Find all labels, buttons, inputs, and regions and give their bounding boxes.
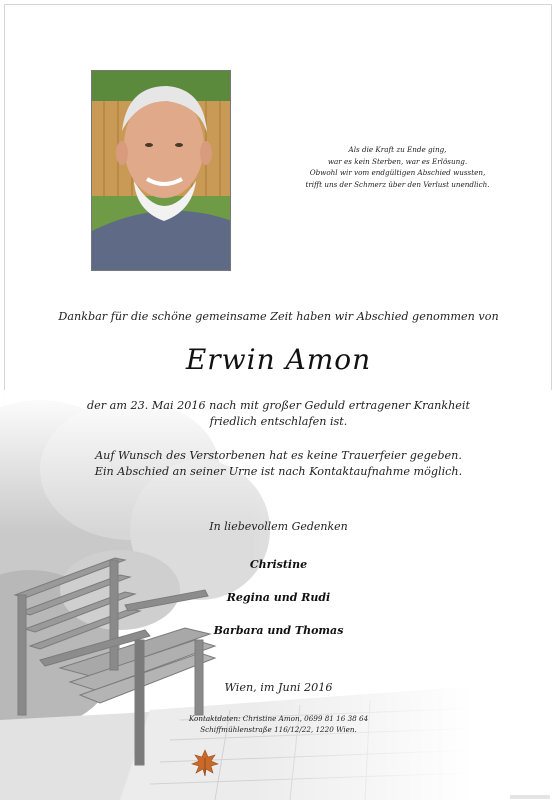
place-date: Wien, im Juni 2016 [224, 681, 333, 694]
autumn-leaf-icon [190, 748, 220, 778]
verse-line: war es kein Sterben, war es Erlösung. [327, 156, 468, 166]
memorial-verse [290, 144, 505, 190]
family-member: Christine [249, 558, 308, 571]
death-notice [0, 398, 557, 430]
death-notice-line: der am 23. Mai 2016 nach mit großer Geduld ertragener Krankheit [86, 399, 470, 412]
family-member: Regina und Rudi [226, 591, 331, 604]
deceased-name: Erwin Amon [185, 343, 372, 376]
contact-line: Kontaktdaten: Christine Amon, 0699 81 16 38 64 [188, 714, 369, 723]
verse-line: trifft uns der Schmerz über den Verlust unendlich. [305, 179, 490, 189]
verse-line: Obwohl wir vom endgültigen Abschied wussten, [309, 168, 486, 177]
contact-line: Schiffmühlenstraße 116/12/22, 1220 Wien. [200, 724, 357, 734]
memory-heading: In liebevollem Gedenken [209, 520, 348, 533]
death-notice-line: friedlich entschlafen ist. [209, 415, 348, 428]
family-member: Barbara und Thomas [213, 624, 344, 637]
funeral-notice-line: Auf Wunsch des Verstorbenen hat es keine Trauerfeier gegeben. [95, 449, 462, 462]
verse-line: Als die Kraft zu Ende ging, [348, 145, 447, 154]
intro-text: Dankbar für die schöne gemeinsame Zeit haben wir Abschied genommen von [58, 310, 499, 323]
funeral-notice-line: Ein Abschied an seiner Urne ist nach Kontaktaufnahme möglich. [94, 465, 463, 478]
contact-info [0, 714, 557, 735]
portrait-photo [91, 70, 231, 271]
page-corner-mark [510, 795, 550, 799]
funeral-notice [0, 448, 557, 480]
